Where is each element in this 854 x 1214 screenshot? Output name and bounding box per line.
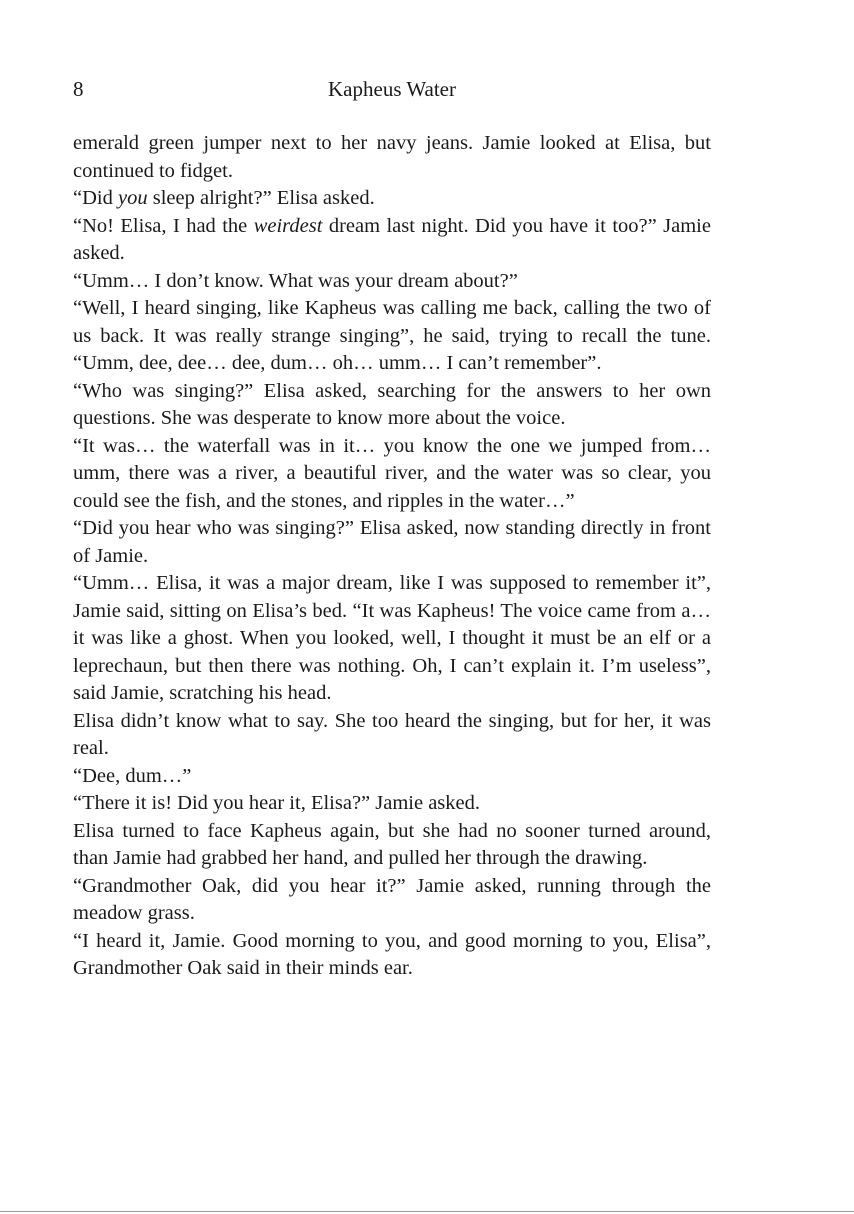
emphasized-text: you: [117, 187, 148, 209]
paragraph-text: dream last night. Did you have it too?” Jamie asked.: [73, 214, 711, 264]
paragraph: [73, 378, 711, 433]
page-number: 8: [73, 77, 84, 101]
paragraph-text: Elisa turned to face Kapheus again, but she had no sooner turned around, than Jamie had grabbed her hand, and pulled her through the drawing.: [73, 819, 711, 869]
paragraph: [73, 515, 711, 570]
paragraph-text: “There it is! Did you hear it, Elisa?” Jamie asked.: [73, 792, 481, 814]
paragraph: [73, 130, 711, 185]
paragraph-text: “Grandmother Oak, did you hear it?” Jamie asked, running through the meadow grass.: [73, 874, 711, 924]
paragraph-text: “I heard it, Jamie. Good morning to you, and good morning to you, Elisa”, Grandmother Oak said in their minds ear.: [73, 929, 711, 979]
paragraph: [73, 873, 711, 928]
paragraph: [73, 928, 711, 983]
paragraph: [73, 708, 711, 763]
paragraph: [73, 570, 711, 708]
paragraph: [73, 818, 711, 873]
paragraph-text: “Who was singing?” Elisa asked, searching for the answers to her own questions. She was desperate to know more about the voice.: [73, 379, 711, 429]
running-title: Kapheus Water: [328, 77, 456, 101]
paragraph-text: “Umm… Elisa, it was a major dream, like I was supposed to remember it”, Jamie said, sitting on Elisa’s bed. “It was Kapheus! The voice came from a… it was like a ghost. When you looked, well, I thought it must be an elf or a leprechaun, but then there was nothing. Oh, I can’t explain it. I’m useless”, said Jamie, scratching his head.: [73, 572, 711, 704]
body-text: [73, 130, 711, 983]
paragraph-text: “No! Elisa, I had the: [73, 214, 254, 237]
paragraph-text: “Did: [73, 187, 118, 209]
paragraph: [73, 433, 711, 516]
paragraph: [73, 213, 711, 268]
emphasized-text: weirdest: [253, 214, 323, 237]
page-header: [73, 74, 711, 104]
paragraph-text: emerald green jumper next to her navy jeans. Jamie looked at Elisa, but continued to fidget.: [73, 132, 711, 182]
paragraph-text: “Dee, dum…”: [73, 764, 192, 787]
paragraph-text: sleep alright?” Elisa asked.: [147, 187, 375, 209]
paragraph: [73, 295, 711, 378]
paragraph-text: “Well, I heard singing, like Kapheus was calling me back, calling the two of us back. It was really strange singing”, he said, trying to recall the tune. “Umm, dee, dee… dee, dum… oh… umm… I can’t remember”.: [73, 297, 711, 374]
paragraph-text: Elisa didn’t know what to say. She too heard the singing, but for her, it was real.: [73, 709, 711, 759]
paragraph: [73, 763, 711, 791]
paragraph-text: “Did you hear who was singing?” Elisa asked, now standing directly in front of Jamie.: [73, 517, 711, 567]
page-bottom-rule: [0, 1211, 854, 1212]
paragraph: [73, 185, 711, 213]
paragraph-text: “Umm… I don’t know. What was your dream about?”: [73, 269, 518, 292]
paragraph: [73, 268, 711, 296]
paragraph-text: “It was… the waterfall was in it… you know the one we jumped from… umm, there was a river, a beautiful river, and the water was so clear, you could see the fish, and the stones, and ripples in the water…”: [73, 434, 711, 512]
paragraph: [73, 790, 711, 818]
